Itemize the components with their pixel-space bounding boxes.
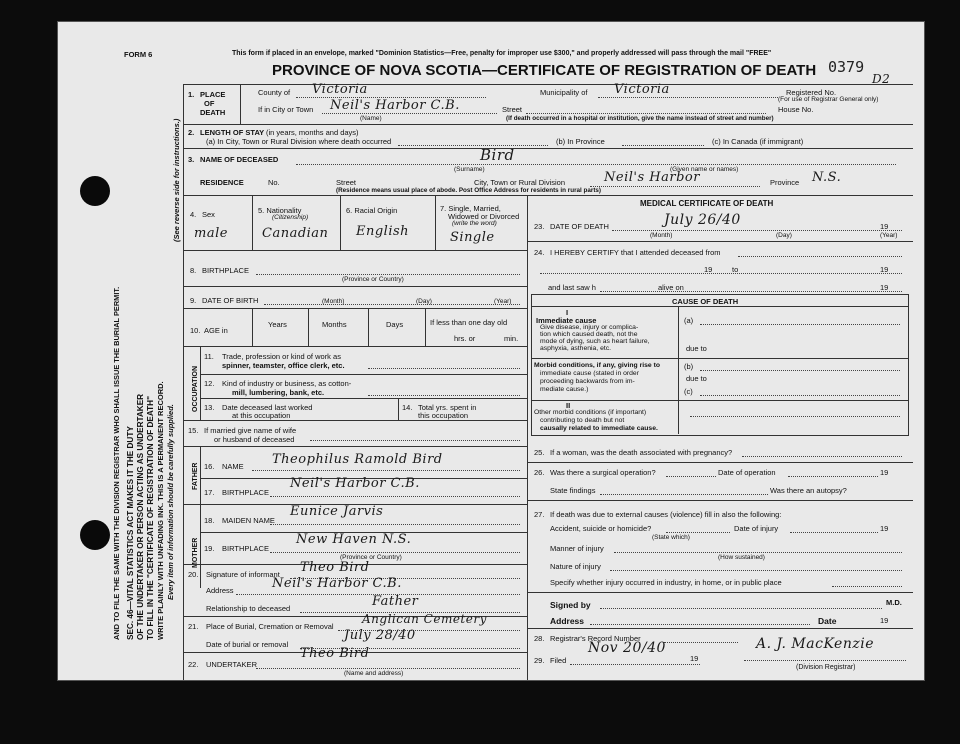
street-label: Street	[502, 105, 523, 114]
sidebar-line-4: AND TO FILE THE SAME WITH THE DIVISION REGISTRAR WHO SHALL ISSUE THE BURIAL PERMIT.	[112, 286, 121, 640]
county-label: County of	[258, 88, 291, 97]
pregnancy-num: 25.	[534, 448, 545, 457]
dod-day: (Day)	[776, 232, 792, 239]
registered-no-label: Registered No.	[786, 88, 837, 97]
informant-address-label: Address	[206, 586, 234, 595]
signed-by-label: Signed by	[550, 600, 591, 610]
dod-year: (Year)	[880, 232, 898, 239]
residence-city-label: City, Town or Rural Division	[474, 178, 565, 187]
pregnancy-label: If a woman, was the death associated with pregnancy?	[550, 448, 733, 457]
attend-19-b: 19	[880, 265, 889, 274]
sidebar-line-7: (See reverse side for instructions.)	[172, 118, 181, 242]
birthplace-label: BIRTHPLACE	[202, 266, 249, 275]
manner-label: Manner of injury	[550, 544, 604, 553]
informant-sig-label: Signature of informant	[206, 570, 280, 579]
occ-11-label-b: spinner, teamster, office clerk, etc.	[222, 361, 345, 370]
registrar-record-num: 28.	[534, 634, 545, 643]
injury-19: 19	[880, 524, 889, 533]
occ-12-label-b: mill, lumbering, bank, etc.	[232, 388, 325, 397]
given-note: (Given name or names)	[670, 166, 739, 173]
mother-bp-num: 19.	[204, 544, 215, 553]
morbid-3: proceeding backwards from im-	[540, 378, 635, 385]
sidebar-line-1: SEC. 46—VITAL STATISTICS ACT MAKES IT THE DUTY	[126, 426, 135, 640]
sidebar-line-6: Every item of information should be carefully supplied.	[166, 404, 175, 600]
due-to-2: due to	[686, 374, 707, 383]
sidebar-line-2: OF THE UNDERTAKER OR PERSON ACTING AS UNDERTAKER	[136, 393, 145, 640]
informant-address: Neil's Harbor C.B.	[272, 576, 402, 591]
surname-note: (Surname)	[454, 166, 485, 173]
filed-date: Nov 20/40	[588, 640, 666, 656]
dob-num: 9.	[190, 296, 197, 305]
dod-label: DATE OF DEATH	[550, 222, 609, 231]
registrar-signature: A. J. MacKenzie	[756, 636, 874, 652]
dob-day: (Day)	[416, 298, 432, 305]
occ-14-num: 14.	[402, 403, 413, 412]
specify-label: Specify whether injury occurred in industry, in home, or in public place	[550, 578, 782, 587]
last-saw: and last saw h	[548, 283, 596, 292]
deceased-surname: Bird	[480, 146, 515, 164]
burial-place-label: Place of Burial, Cremation or Removal	[206, 622, 334, 631]
city-value: Neil's Harbor C.B.	[330, 98, 460, 113]
residence-province: N.S.	[812, 170, 842, 185]
alive-on: alive on	[658, 283, 684, 292]
mother-maiden-label: MAIDEN NAME	[222, 516, 275, 525]
father-name-label: NAME	[222, 462, 244, 471]
medical-heading: MEDICAL CERTIFICATE OF DEATH	[640, 199, 774, 208]
certify-text: I HEREBY CERTIFY that I attended deceased from	[550, 248, 721, 257]
how-sustained: (How sustained)	[718, 554, 765, 561]
dob-label: DATE OF BIRTH	[202, 296, 259, 305]
nationality-label: 5. Nationality	[258, 206, 302, 215]
municipality-label: Municipality of	[540, 88, 588, 97]
md-label: M.D.	[886, 598, 902, 607]
mother-bp-note: (Province or Country)	[340, 554, 402, 561]
roman-1: I	[566, 308, 569, 317]
residence-label: RESIDENCE	[200, 178, 244, 187]
deceased-label: NAME OF DECEASED	[200, 155, 279, 164]
father-bp-label: BIRTHPLACE	[222, 488, 269, 497]
residence-note: (Residence means usual place of abode. Post Office Address for residents in rural parts)	[336, 187, 602, 194]
age-min: min.	[504, 334, 519, 343]
marital-label-2: Widowed or Divorced	[448, 212, 520, 221]
father-name-num: 16.	[204, 462, 215, 471]
occ-13-label-a: Date deceased last worked	[222, 403, 313, 412]
place-divider	[240, 84, 241, 124]
rule-after-residence	[183, 195, 913, 196]
dod-month: (Month)	[650, 232, 673, 239]
certify-num: 24.	[534, 248, 545, 257]
imm-desc-3: mode of dying, such as heart failure,	[540, 338, 650, 345]
signed-19: 19	[880, 616, 889, 625]
center-divider	[527, 195, 528, 680]
undertaker-value: Theo Bird	[300, 646, 370, 661]
burial-num: 21.	[188, 622, 199, 631]
roman-2: II	[566, 401, 571, 410]
filed-num: 29.	[534, 656, 545, 665]
place-label: PLACE	[200, 90, 226, 99]
morbid-2: immediate cause (stated in order	[540, 370, 639, 377]
residence-city: Neil's Harbor	[604, 170, 700, 185]
burial-place: Anglican Cemetery	[362, 612, 487, 626]
hospital-note: (If death occurred in a hospital or institution, give the name instead of street and number)	[506, 115, 774, 122]
place-num: 1.	[188, 90, 195, 99]
rule-after-stay	[183, 148, 913, 149]
stay-sub: (in years, months and days)	[266, 128, 359, 137]
burial-date-label: Date of burial or removal	[206, 640, 289, 649]
deceased-num: 3.	[188, 155, 195, 164]
cause-b: (b)	[684, 362, 694, 371]
father-name: Theophilus Ramold Bird	[272, 452, 443, 467]
undertaker-label: UNDERTAKER	[206, 660, 257, 669]
racial-label: 6. Racial Origin	[346, 206, 398, 215]
cause-a: (a)	[684, 316, 694, 325]
stay-label: LENGTH OF STAY	[200, 128, 265, 137]
age-months: Months	[322, 320, 347, 329]
accident-label: Accident, suicide or homicide?	[550, 524, 652, 533]
dod-19: 19	[880, 222, 889, 231]
marital-label-3: (write the word)	[452, 220, 497, 227]
marital-label-1: 7. Single, Married,	[440, 204, 501, 213]
age-days: Days	[386, 320, 404, 329]
stay-c: (c) In Canada (if immigrant)	[712, 137, 804, 146]
state-which: (State which)	[652, 534, 690, 541]
dod-num: 23.	[534, 222, 545, 231]
dob-year: (Year)	[494, 298, 512, 305]
stay-num: 2.	[188, 128, 195, 137]
immediate-cause-label: Immediate cause	[536, 316, 597, 325]
imm-desc-2: tion which caused death, not the	[540, 331, 638, 338]
certificate-title: PROVINCE OF NOVA SCOTIA—CERTIFICATE OF REGISTRATION OF DEATH	[272, 62, 817, 79]
morbid-4: mediate cause.)	[540, 386, 589, 393]
birthplace-num: 8.	[190, 266, 197, 275]
relationship-value: Father	[372, 594, 419, 609]
date-injury-label: Date of injury	[734, 524, 779, 533]
birthplace-note: (Province or Country)	[342, 276, 404, 283]
address-label: Address	[550, 616, 585, 626]
autopsy-label: Was there an autopsy?	[770, 486, 847, 495]
residence-street: Street	[336, 178, 357, 187]
cause-heading: CAUSE OF DEATH	[672, 297, 739, 306]
mail-notice: This form if placed in an envelope, marked "Dominion Statistics—Free, penalty for improper use $300," and properly addressed will pass through the mail "FREE"	[232, 50, 772, 57]
undertaker-note: (Name and address)	[344, 670, 404, 677]
surgical-label: Was there a surgical operation?	[550, 468, 656, 477]
age-years: Years	[268, 320, 287, 329]
registered-note: (For use of Registrar General only)	[778, 96, 879, 103]
punch-hole-bottom	[80, 520, 110, 550]
occ-15-num: 15.	[188, 426, 199, 435]
mother-name: Eunice Jarvis	[290, 504, 384, 519]
date-label: Date	[818, 616, 837, 626]
name-note: (Name)	[360, 115, 382, 122]
occ-15-label-a: If married give name of wife	[204, 426, 297, 435]
father-birthplace: Neil's Harbor C.B.	[290, 476, 420, 491]
surgical-num: 26.	[534, 468, 545, 477]
father-bp-num: 17.	[204, 488, 215, 497]
attend-to: to	[732, 265, 739, 274]
mother-bp-label: BIRTHPLACE	[222, 544, 269, 553]
top-rule	[183, 84, 913, 85]
occ-13-num: 13.	[204, 403, 215, 412]
relationship-label: Relationship to deceased	[206, 604, 291, 613]
imm-desc-1: Give disease, injury or complica-	[540, 324, 639, 331]
marital-value: Single	[450, 230, 495, 245]
mother-birthplace: New Haven N.S.	[296, 532, 412, 547]
informant-num: 20.	[188, 570, 199, 579]
mother-label: MOTHER	[192, 537, 199, 568]
imm-desc-4: asphyxia, asthenia, etc.	[540, 345, 612, 352]
external-label: If death was due to external causes (violence) fill in also the following:	[550, 510, 782, 519]
filed-label: Filed	[550, 656, 567, 665]
other-2: contributing to death but not	[540, 417, 625, 424]
findings-label: State findings	[550, 486, 596, 495]
municipality-value: Victoria	[614, 82, 670, 97]
burial-date: July 28/40	[344, 628, 416, 643]
mother-name-num: 18.	[204, 516, 215, 525]
city-label: If in City or Town	[258, 105, 314, 114]
place-label-of: OF	[204, 99, 215, 108]
age-label: AGE in	[204, 326, 228, 335]
age-hrs: hrs. or	[454, 334, 476, 343]
op-19: 19	[880, 468, 889, 477]
form-number: FORM 6	[124, 50, 153, 59]
nationality-sub: (Citizenship)	[272, 214, 309, 221]
other-3: causally related to immediate cause.	[540, 425, 658, 432]
stay-b: (b) In Province	[556, 137, 605, 146]
division-registrar-label: (Division Registrar)	[796, 664, 856, 671]
alive-19: 19	[880, 283, 889, 292]
registrar-record-label: Registrar's Record Number	[550, 634, 641, 643]
dob-month: (Month)	[322, 298, 345, 305]
occ-11-label-a: Trade, profession or kind of work as	[222, 352, 341, 361]
age-num: 10.	[190, 326, 201, 335]
nature-label: Nature of injury	[550, 562, 601, 571]
occ-12-num: 12.	[204, 379, 215, 388]
punch-hole-top	[80, 176, 110, 206]
undertaker-num: 22.	[188, 660, 199, 669]
left-margin-line	[183, 84, 184, 680]
sex-value: male	[194, 226, 228, 241]
occ-13-label-b: at this occupation	[232, 411, 291, 420]
sidebar-line-5: WRITE PLAINLY WITH UNFADING INK. THIS IS A PERMANENT RECORD.	[156, 381, 165, 640]
racial-value: English	[356, 224, 410, 239]
occ-14-label-a: Total yrs. spent in	[418, 403, 477, 412]
stay-a: (a) In City, Town or Rural Division where death occurred	[206, 137, 392, 146]
place-label-death: DEATH	[200, 108, 226, 117]
father-label: FATHER	[192, 462, 199, 490]
date-op-label: Date of operation	[718, 468, 776, 477]
rule-after-place	[183, 124, 913, 125]
filed-19: 19	[690, 654, 699, 663]
sex-num: 4.	[190, 210, 197, 219]
residence-no: No.	[268, 178, 280, 187]
sidebar-line-3: TO FILL IN THE "CERTIFICATE OF REGISTRATION OF DEATH"	[146, 396, 155, 640]
occ-11-num: 11.	[204, 352, 214, 361]
informant-signature: Theo Bird	[300, 560, 370, 575]
occ-12-label-a: Kind of industry or business, as cotton-	[222, 379, 352, 388]
residence-province-label: Province	[770, 178, 800, 187]
external-num: 27.	[534, 510, 545, 519]
occ-15-label-b: or husband of deceased	[214, 435, 295, 444]
county-value: Victoria	[312, 82, 368, 97]
attend-19-a: 19	[704, 265, 713, 274]
house-no-label: House No.	[778, 105, 814, 114]
nationality-value: Canadian	[262, 226, 329, 241]
other-1: Other morbid conditions (if important)	[534, 409, 647, 416]
morbid-1: Morbid conditions, if any, giving rise to	[534, 362, 660, 369]
due-to-1: due to	[686, 344, 707, 353]
dod-value: July 26/40	[664, 212, 741, 228]
cause-c: (c)	[684, 387, 693, 396]
registration-suffix: D2	[872, 72, 891, 86]
occ-14-label-b: this occupation	[418, 411, 469, 420]
occupation-label: OCCUPATION	[192, 365, 199, 412]
age-lt-day: If less than one day old	[430, 318, 508, 327]
registration-stamp: 0379	[828, 58, 865, 76]
sex-label: Sex	[202, 210, 215, 219]
